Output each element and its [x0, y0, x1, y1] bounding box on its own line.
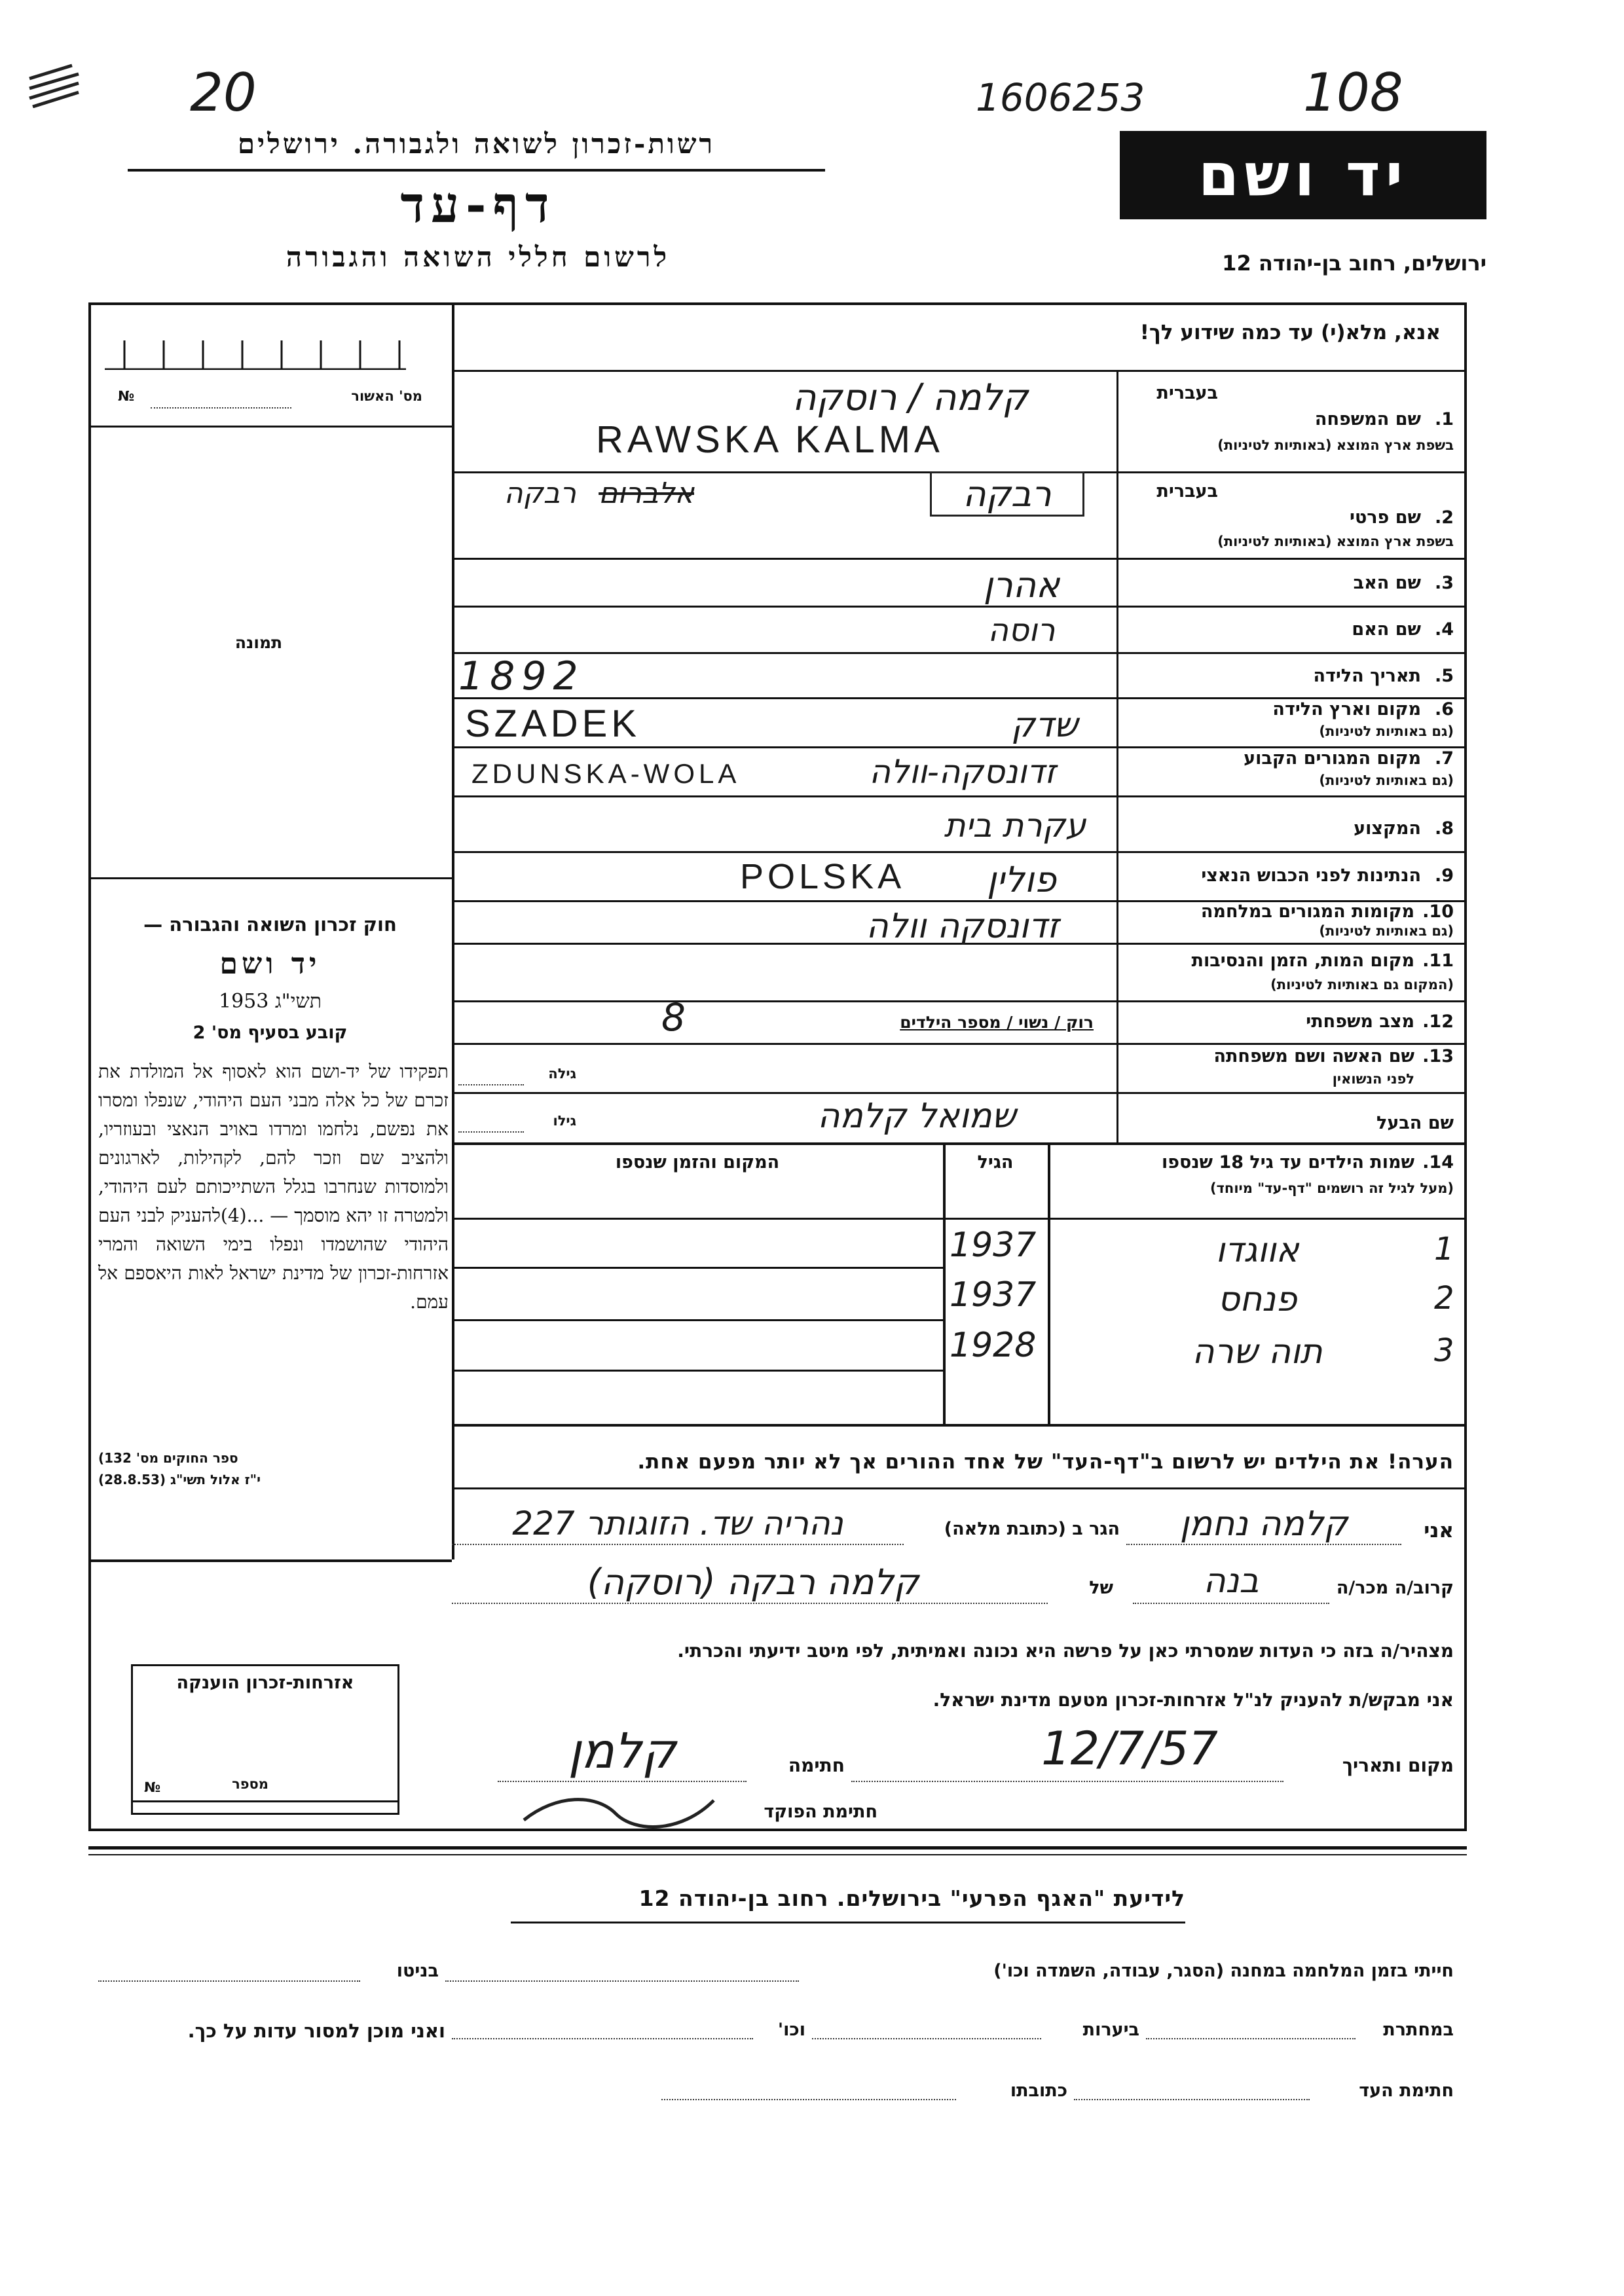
- footer-line1-b: בניטו: [396, 1961, 439, 1981]
- decl-i-label: אני: [1424, 1519, 1454, 1542]
- footer-line1-fill-2: [98, 1980, 360, 1982]
- field-8-label: המקצוע: [1354, 818, 1421, 839]
- decl-date-value: 12/7/57: [1041, 1722, 1218, 1776]
- field-7-value-latin: ZDUNSKA-WOLA: [471, 758, 741, 789]
- children-bottom: [452, 1424, 1467, 1427]
- field-5-label: תאריך הלידה: [1313, 666, 1421, 686]
- field-2-value-latin: רבקה: [930, 471, 1084, 517]
- scan-mark: [26, 62, 82, 108]
- field-2-note: בשפת ארץ המוצא (באותיות לטיניות): [1217, 534, 1454, 549]
- row-rule-14: [452, 1142, 1467, 1145]
- field-4-value: רוסה: [987, 612, 1056, 649]
- child-2-index: 2: [1434, 1280, 1454, 1317]
- decl-address-line: [452, 1544, 904, 1545]
- field-2-label: שם פרטי: [1350, 507, 1421, 528]
- field-7-note: (גם באותיות לטיניות): [1319, 773, 1454, 788]
- approval-label: מס' האשור: [351, 388, 422, 404]
- label-column-divider: [1116, 370, 1118, 1142]
- decl-i-name: קלמה נחמן: [1179, 1504, 1348, 1544]
- field-9-num: 9.: [1434, 866, 1454, 886]
- children-age-header: הגיל: [977, 1152, 1014, 1173]
- field-12-label: מצב משפחתי: [1306, 1011, 1414, 1032]
- field-12-num: 12.: [1422, 1011, 1454, 1032]
- address: ירושלים, רחוב בן-יהודה 12: [1222, 251, 1486, 276]
- remark: הערה! את הילדים יש לרשום ב"דף-העד" של אחד ההורים אך לא יותר מפעם אחת.: [637, 1450, 1454, 1474]
- field-8-num: 8.: [1434, 818, 1454, 839]
- field-12-children-count: 8: [661, 995, 686, 1040]
- field-13-age-label: גילה: [548, 1066, 576, 1082]
- instruction-rule: [452, 370, 1467, 372]
- field-2-lang: בעברית: [1156, 481, 1218, 501]
- field-1-lang: בעברית: [1156, 383, 1218, 403]
- field-10-note: (גם באותיות לטיניות): [1319, 923, 1454, 939]
- children-row-1: [452, 1267, 943, 1269]
- law-name: יד ושם: [219, 947, 321, 981]
- children-col-age-right: [1048, 1142, 1050, 1424]
- decl-signature-line: [498, 1781, 747, 1782]
- field-1-value-latin: RAWSKA KALMA: [596, 418, 944, 461]
- decl-address-label: הגר ב (כתובת מלאה): [944, 1519, 1120, 1539]
- citizenship-number-label: מספר: [232, 1776, 268, 1792]
- children-header-rule: [452, 1218, 1467, 1220]
- corner-note: 108: [1303, 62, 1403, 123]
- footer-line1-a: חייתי בזמן המלחמה במחנה (הסגר, עבודה, השמדה וכו'): [993, 1961, 1454, 1981]
- child-1-year: 1937: [950, 1226, 1037, 1265]
- law-source-1: (ספר החוקים מס' 132: [98, 1450, 238, 1466]
- decl-signature-value: קלמן: [568, 1723, 676, 1779]
- photo-label: תמונה: [234, 633, 283, 652]
- child-3-name: תוה שרה: [1192, 1332, 1323, 1372]
- field-12-options: רוק / נשוי / מספר הילדים: [900, 1013, 1094, 1032]
- field-10-label: מקומות המגורים במלחמה: [1200, 902, 1414, 922]
- field-husband-age-line: [458, 1131, 524, 1133]
- decl-statement-1: מצהיר/ה בזה כי העדות שמסרתי כאן על פרשה היא נכונה ואמיתית, לפי מיטב ידיעתי והכרתי.: [677, 1640, 1454, 1662]
- decl-date-line: [851, 1781, 1283, 1782]
- field-1-note: בשפת ארץ המוצא (באותיות לטיניות): [1217, 437, 1454, 453]
- decl-of-value: קלמה רבקה (רוסקה): [587, 1561, 919, 1603]
- field-13-num: 13.: [1422, 1046, 1454, 1066]
- photo-rule: [88, 877, 452, 879]
- law-heading: חוק זכרון השואה והגבורה —: [143, 913, 397, 936]
- footer-line1-fill: [445, 1980, 799, 1982]
- field-11-note: (המקום גם באותיות לטיניות): [1270, 977, 1454, 993]
- footer-line3-fill-1: [1074, 2099, 1310, 2100]
- field-6-value-he: שדק: [1010, 706, 1079, 745]
- field-4-num: 4.: [1434, 619, 1454, 640]
- authority-line: רשות-זכרון לשואה ולגבורה. ירושלים: [237, 128, 716, 160]
- field-5-value: 1892: [458, 653, 585, 699]
- official-scribble: [517, 1787, 727, 1833]
- header-rule: [128, 169, 825, 172]
- footer-line2-fill-2: [812, 2038, 1041, 2039]
- field-9-label: הנתינות לפני הכבוש הנאצי: [1201, 866, 1421, 886]
- citizenship-box-title: אזרחות-זכרון הוענקה: [176, 1673, 354, 1693]
- decl-statement-2: אני מבקש/ת להעניק לנ"ל אזרחות-זכרון מטעם מדינת ישראל.: [932, 1689, 1454, 1711]
- field-13-note: לפני הנשואין: [1332, 1071, 1414, 1087]
- approval-line: [151, 407, 291, 409]
- field-3-label: שם האב: [1353, 573, 1421, 593]
- field-husband-value: שמואל קלמה: [817, 1097, 1016, 1136]
- children-row-3: [452, 1370, 943, 1372]
- footer-line3-b: כתובתו: [1010, 2081, 1067, 2101]
- row-rule-12: [452, 1043, 1467, 1045]
- children-col-age-left: [943, 1142, 946, 1424]
- decl-official-label: חתימת הפוקד: [764, 1802, 877, 1822]
- field-11-label: מקום המות, הזמן והנסיבות: [1191, 951, 1414, 971]
- field-2-value-crossed: אלברום: [599, 477, 694, 510]
- decl-relative-label: קרוב/ה מכר/ה: [1336, 1578, 1454, 1598]
- field-3-num: 3.: [1434, 573, 1454, 593]
- field-6-note: (גם באותיות לטיניות): [1319, 723, 1454, 739]
- law-source-2: י"ז אלול תשי"ג (28.8.53): [98, 1472, 261, 1487]
- approval-prefix: №: [118, 388, 135, 404]
- field-1-num: 1.: [1434, 409, 1454, 429]
- children-num: 14.: [1422, 1152, 1454, 1173]
- children-note: (מעל לגיל זה רושמים "דף-עד" מיוחד): [1209, 1180, 1454, 1196]
- decl-i-line: [1126, 1544, 1401, 1545]
- page-number: 20: [190, 62, 257, 123]
- field-13-label: שם האשה ושם משפחתה: [1213, 1046, 1414, 1066]
- footer-line3-a: חתימת העד: [1359, 2081, 1454, 2101]
- field-9-value-he: פולין: [987, 859, 1056, 900]
- footer-line2-b: ביערות: [1082, 2020, 1139, 2040]
- field-6-value-latin: SZADEK: [465, 702, 641, 745]
- decl-place-date-label: מקום ותאריך: [1342, 1755, 1454, 1776]
- field-2-value-he: רבקה: [504, 477, 576, 510]
- row-rule-4: [452, 652, 1467, 654]
- footer-rule-top-2: [88, 1854, 1467, 1855]
- approval-rule: [88, 426, 452, 428]
- footer-line2-c: וכו': [777, 2020, 805, 2040]
- decl-of-label: של: [1089, 1578, 1113, 1598]
- decl-address-value: נהריה שד. הזוגותר 227: [512, 1504, 843, 1542]
- form-subtitle: לרשום חללי השואה והגבורה: [286, 241, 671, 273]
- decl-relative-value: בנה: [1203, 1561, 1259, 1601]
- children-title: שמות הילדים עד גיל 18 שנספו: [1161, 1152, 1414, 1173]
- field-10-value: זדונסקה וולה: [866, 907, 1060, 946]
- field-7-num: 7.: [1434, 748, 1454, 769]
- law-clause: קובע בסעיף מס' 2: [193, 1023, 348, 1043]
- citizenship-number-rule: [131, 1800, 399, 1802]
- footer-line2-d: ואני מוכן למסור עדות על כך.: [187, 2020, 445, 2042]
- row-rule-7: [452, 795, 1467, 797]
- citizenship-number-prefix: №: [144, 1779, 161, 1795]
- field-husband-label: שם הבעל: [1376, 1113, 1454, 1133]
- row-rule-3: [452, 606, 1467, 608]
- field-10-num: 10.: [1422, 902, 1454, 922]
- children-place-header: המקום והזמן שנספו: [615, 1152, 780, 1173]
- field-1-label: שם המשפחה: [1314, 409, 1421, 429]
- law-text: תפקידו של יד-ושם הוא לאסוף אל המולדת את זכרם של כל אלה מבני העם היהודי, שנפלו ומסרו את נפשם, נלחמו ומרדו באויב הנאצי ובעוזריו, ולהציב שם וזכר להם, לקהילות, לארגונים ולמוסדות שנחרבו בגלל השתייכותם לעם היהודי, ולמטרה זו יהא מוסמך — ...(4)להעניק לבני העם היהודי שהושמדו ונפלו בימי השואה והמרי אזרחות-זכרון של מדינת ישראל לאות היאספם אל עמם.: [98, 1061, 449, 1313]
- decl-of-line: [452, 1603, 1048, 1604]
- field-8-value: עקרת בית: [944, 807, 1086, 845]
- logo: [1120, 131, 1486, 219]
- child-2-year: 1937: [950, 1275, 1037, 1315]
- field-13-age-line: [458, 1084, 524, 1085]
- logo-text: יד ושם: [1198, 141, 1409, 210]
- row-rule-8: [452, 851, 1467, 853]
- footer-heading: לידיעת "האגף הפרעי" בירושלים. רחוב בן-יהודה 12: [638, 1886, 1185, 1911]
- field-1-value-he: קלמה / רוסקה: [792, 376, 1029, 419]
- field-4-label: שם האם: [1352, 619, 1421, 640]
- field-5-num: 5.: [1434, 666, 1454, 686]
- field-11-num: 11.: [1422, 951, 1454, 971]
- field-6-num: 6.: [1434, 699, 1454, 720]
- remark-rule: [452, 1487, 1467, 1489]
- field-7-label: מקום המגורים הקבוע: [1244, 748, 1421, 769]
- footer-rule-top: [88, 1846, 1467, 1850]
- field-3-value: אהרן: [983, 564, 1060, 606]
- child-1-index: 1: [1434, 1231, 1454, 1267]
- field-9-value-latin: POLSKA: [740, 857, 906, 896]
- tick-box: [105, 327, 406, 370]
- instruction: אנא, מלא(י) עד כמה שידוע לך!: [1139, 321, 1441, 344]
- children-row-2: [452, 1319, 943, 1321]
- field-6-label: מקום וארץ הלידה: [1272, 699, 1421, 720]
- child-3-index: 3: [1434, 1332, 1454, 1369]
- footer-line2-a: במחתרת: [1383, 2020, 1454, 2040]
- form-title: דף-עד: [400, 175, 556, 234]
- row-rule-11: [452, 1000, 1467, 1002]
- decl-signature-label: חתימה: [788, 1755, 845, 1776]
- child-2-name: פנחס: [1217, 1280, 1297, 1319]
- law-year: תשי"ג 1953: [219, 990, 322, 1013]
- file-number: 1606253: [976, 75, 1145, 120]
- footer-line2-fill-1: [1146, 2038, 1356, 2039]
- footer-line2-fill-3: [452, 2038, 753, 2039]
- child-3-year: 1928: [950, 1326, 1037, 1365]
- field-husband-age-label: גילו: [553, 1113, 576, 1129]
- decl-relative-line: [1133, 1603, 1329, 1604]
- child-1-name: אווגדו: [1215, 1231, 1299, 1270]
- field-7-value-he: זדונסקה-וולה: [869, 753, 1056, 791]
- left-panel-bottom: [88, 1559, 452, 1562]
- row-rule-2: [452, 558, 1467, 560]
- row-rule-13: [452, 1092, 1467, 1094]
- footer-heading-rule: [511, 1922, 1185, 1923]
- field-2-num: 2.: [1434, 507, 1454, 528]
- footer-line3-fill-2: [661, 2099, 956, 2100]
